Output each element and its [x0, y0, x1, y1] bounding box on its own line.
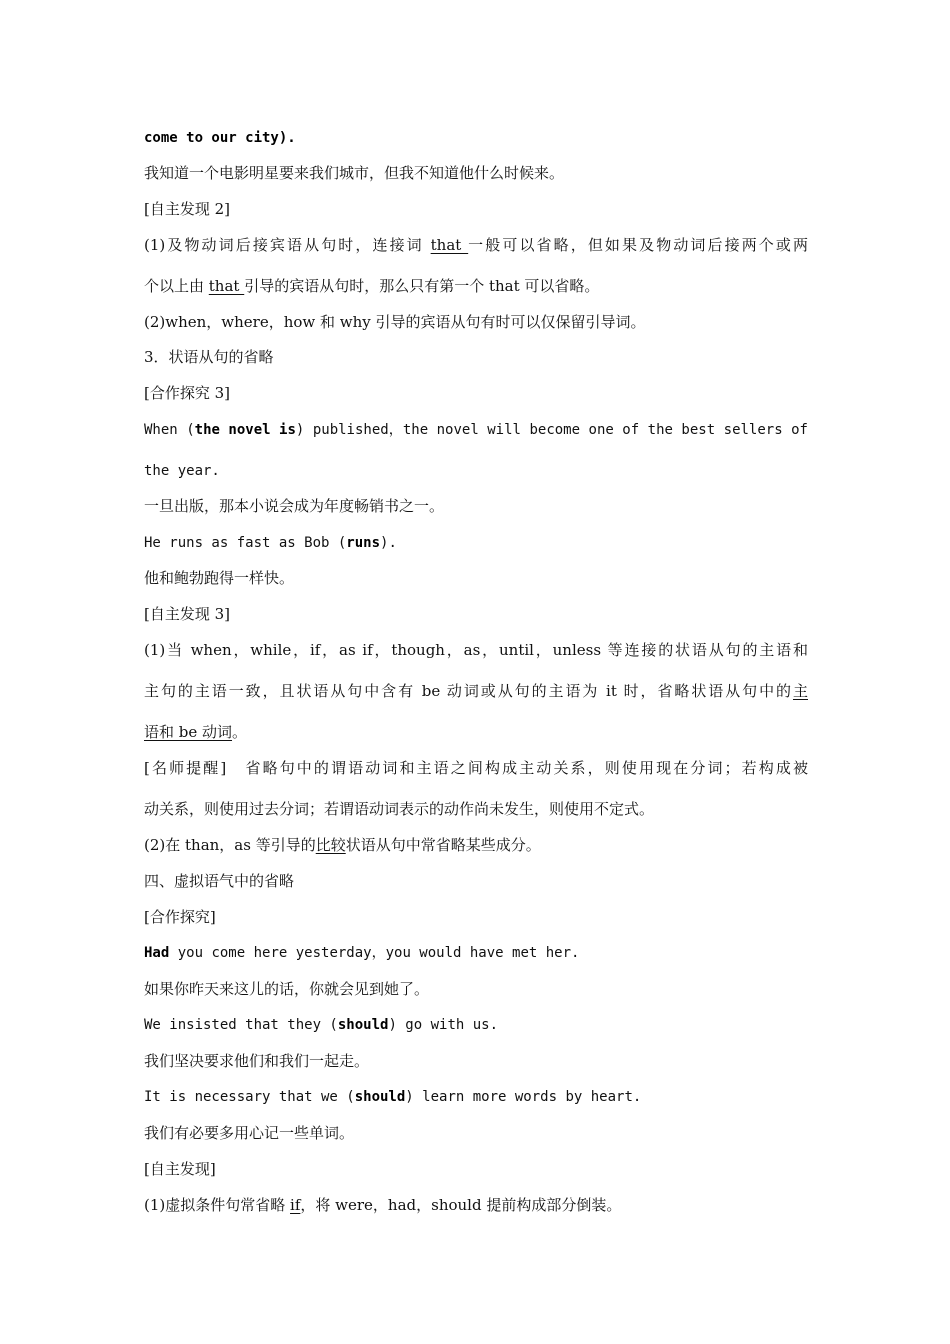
underlined-answer: that	[208, 277, 245, 295]
example-sentence: He runs as fast as Bob (runs).	[144, 535, 397, 551]
underlined-answer: if	[290, 1196, 301, 1214]
underlined-answer: 主	[792, 682, 808, 700]
teacher-tip: [名师提醒] 省略句中的谓语动词和主语之间构成主动关系，则使用现在分词；若构成被	[144, 759, 808, 777]
section-label: [自主发现 3]	[144, 605, 231, 623]
translation: 一旦出版，那本小说会成为年度畅销书之一。	[144, 497, 445, 515]
translation: 我们坚决要求他们和我们一起走。	[144, 1052, 370, 1070]
text-line: (2)when，where，how 和 why 引导的宾语从句有时可以仅保留引导词。	[144, 313, 646, 331]
omitted-words: runs	[346, 535, 381, 551]
translation: 他和鲍勃跑得一样快。	[144, 569, 295, 587]
text-line: (1)及物动词后接宾语从句时，连接词 that 一般可以省略，但如果及物动词后接两个或两	[144, 236, 808, 254]
text-line: come to our city).	[144, 130, 296, 146]
omitted-words: Had	[144, 945, 170, 961]
underlined-answer: 语和 be 动词	[144, 723, 233, 741]
example-sentence: the year.	[144, 463, 220, 479]
text-line: 个以上由 that 引导的宾语从句时，那么只有第一个 that 可以省略。	[144, 277, 600, 295]
omitted-words: the novel is	[194, 422, 296, 438]
section-heading: 四、虚拟语气中的省略	[144, 872, 295, 890]
underlined-answer: 比较	[315, 836, 346, 854]
example-sentence: It is necessary that we (should) learn more words by heart.	[144, 1089, 642, 1105]
text-line: (1)虚拟条件句常省略 if，将 were，had，should 提前构成部分倒装。	[144, 1196, 622, 1214]
section-heading: 3．状语从句的省略	[144, 348, 274, 366]
omitted-words: should	[354, 1089, 406, 1105]
omitted-words: should	[337, 1017, 389, 1033]
section-label: [合作探究]	[144, 908, 216, 926]
text-line: (1)当 when，while，if，as if，though，as，until，unless 等连接的状语从句的主语和	[144, 641, 808, 659]
text-line: 语和 be 动词。	[144, 723, 248, 741]
text-line: 我知道一个电影明星要来我们城市，但我不知道他什么时候来。	[144, 164, 565, 182]
section-label: [合作探究 3]	[144, 384, 231, 402]
underlined-answer: that	[430, 236, 469, 254]
translation: 我们有必要多用心记一些单词。	[144, 1124, 355, 1142]
text-line: 主句的主语一致，且状语从句中含有 be 动词或从句的主语为 it 时，省略状语从句中的主	[144, 682, 808, 700]
section-label: [自主发现]	[144, 1160, 216, 1178]
text-line: (2)在 than，as 等引导的比较状语从句中常省略某些成分。	[144, 836, 541, 854]
example-sentence: Had you come here yesterday，you would have met her.	[144, 945, 580, 961]
translation: 如果你昨天来这儿的话，你就会见到她了。	[144, 980, 430, 998]
example-sentence: We insisted that they (should) go with us.	[144, 1017, 499, 1033]
example-sentence: When (the novel is) published，the novel will become one of the best sellers of	[144, 422, 808, 438]
section-label: [自主发现 2]	[144, 200, 231, 218]
text-line: 动关系，则使用过去分词；若谓语动词表示的动作尚未发生，则使用不定式。	[144, 800, 655, 818]
